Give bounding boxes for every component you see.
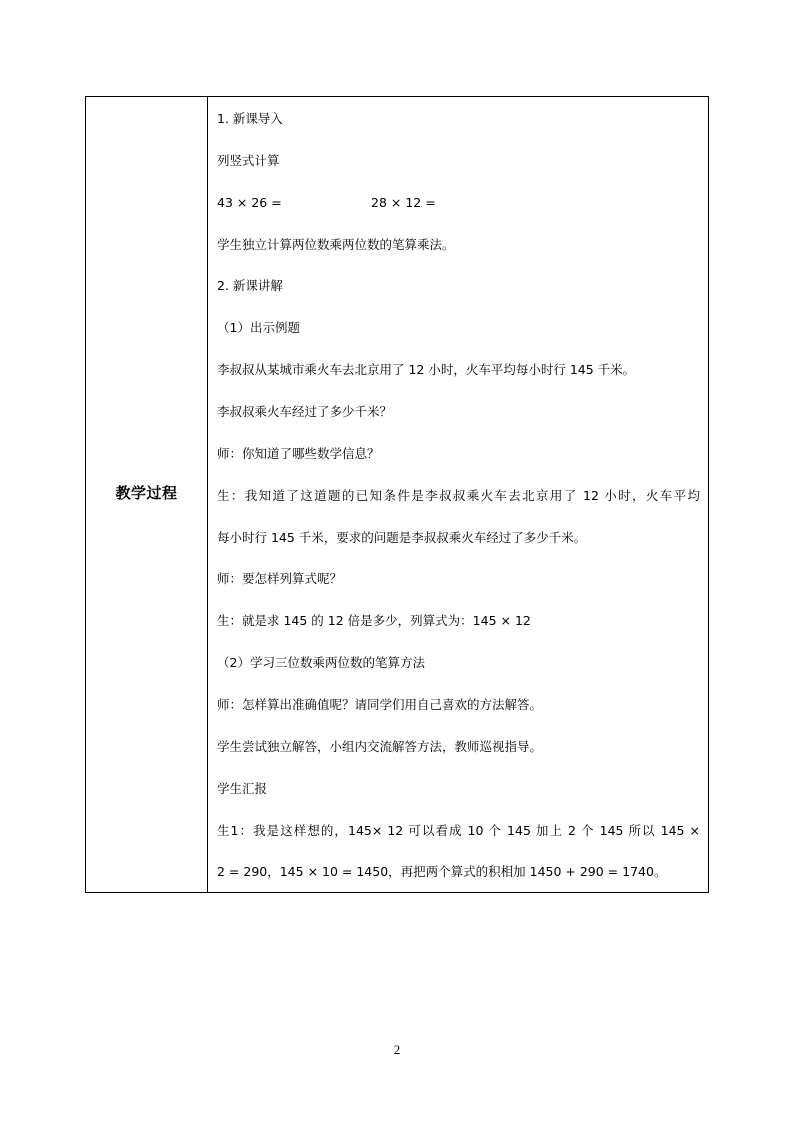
content-cell xyxy=(208,97,708,892)
page-number: 2 xyxy=(393,1042,401,1057)
student-answer-1-line-1: 生：我知道了这道题的已知条件是李叔叔乘火车去北京用了 12 小时，火车平均 xyxy=(217,488,700,503)
heading-new-lesson-explain: 2. 新课讲解 xyxy=(217,278,283,293)
student-activity-2: 学生尝试独立解答，小组内交流解答方法，教师巡视指导。 xyxy=(217,739,543,754)
lesson-table xyxy=(85,96,709,893)
section-label-cell xyxy=(86,97,208,892)
student-report-line-1: 生1：我是这样想的，145× 12 可以看成 10 个 145 加上 2 个 145 所以 145 × xyxy=(217,823,700,838)
teacher-question-3: 师：怎样算出准确值呢？请同学们用自己喜欢的方法解答。 xyxy=(217,697,543,712)
section-label: 教学过程 xyxy=(115,484,178,502)
example-problem-line-1: 李叔叔从某城市乘火车去北京用了 12 小时，火车平均每小时行 145 千米。 xyxy=(217,362,636,377)
calc-exercise-1: 43 × 26 = xyxy=(217,195,282,210)
subheading-method: （2）学习三位数乘两位数的笔算方法 xyxy=(217,655,425,670)
student-report-line-2: 2 = 290，145 × 10 = 1450，再把两个算式的积相加 1450 + 290 = 1740。 xyxy=(217,864,667,879)
heading-new-lesson-intro: 1. 新课导入 xyxy=(217,111,283,126)
subheading-example: （1）出示例题 xyxy=(217,320,300,335)
teacher-question-2: 师：要怎样列算式呢？ xyxy=(217,571,343,586)
calc-exercise-2: 28 × 12 = xyxy=(371,195,436,210)
student-activity-text: 学生独立计算两位数乘两位数的笔算乘法。 xyxy=(217,237,455,252)
instruction-vertical-calc: 列竖式计算 xyxy=(217,153,280,168)
example-problem-question: 李叔叔乘火车经过了多少千米？ xyxy=(217,404,393,419)
student-answer-1-line-2: 每小时行 145 千米，要求的问题是李叔叔乘火车经过了多少千米。 xyxy=(217,530,587,545)
student-answer-2: 生：就是求 145 的 12 倍是多少，列算式为：145 × 12 xyxy=(217,613,531,628)
student-report-heading: 学生汇报 xyxy=(217,781,268,796)
teacher-question-1: 师：你知道了哪些数学信息？ xyxy=(217,446,380,461)
